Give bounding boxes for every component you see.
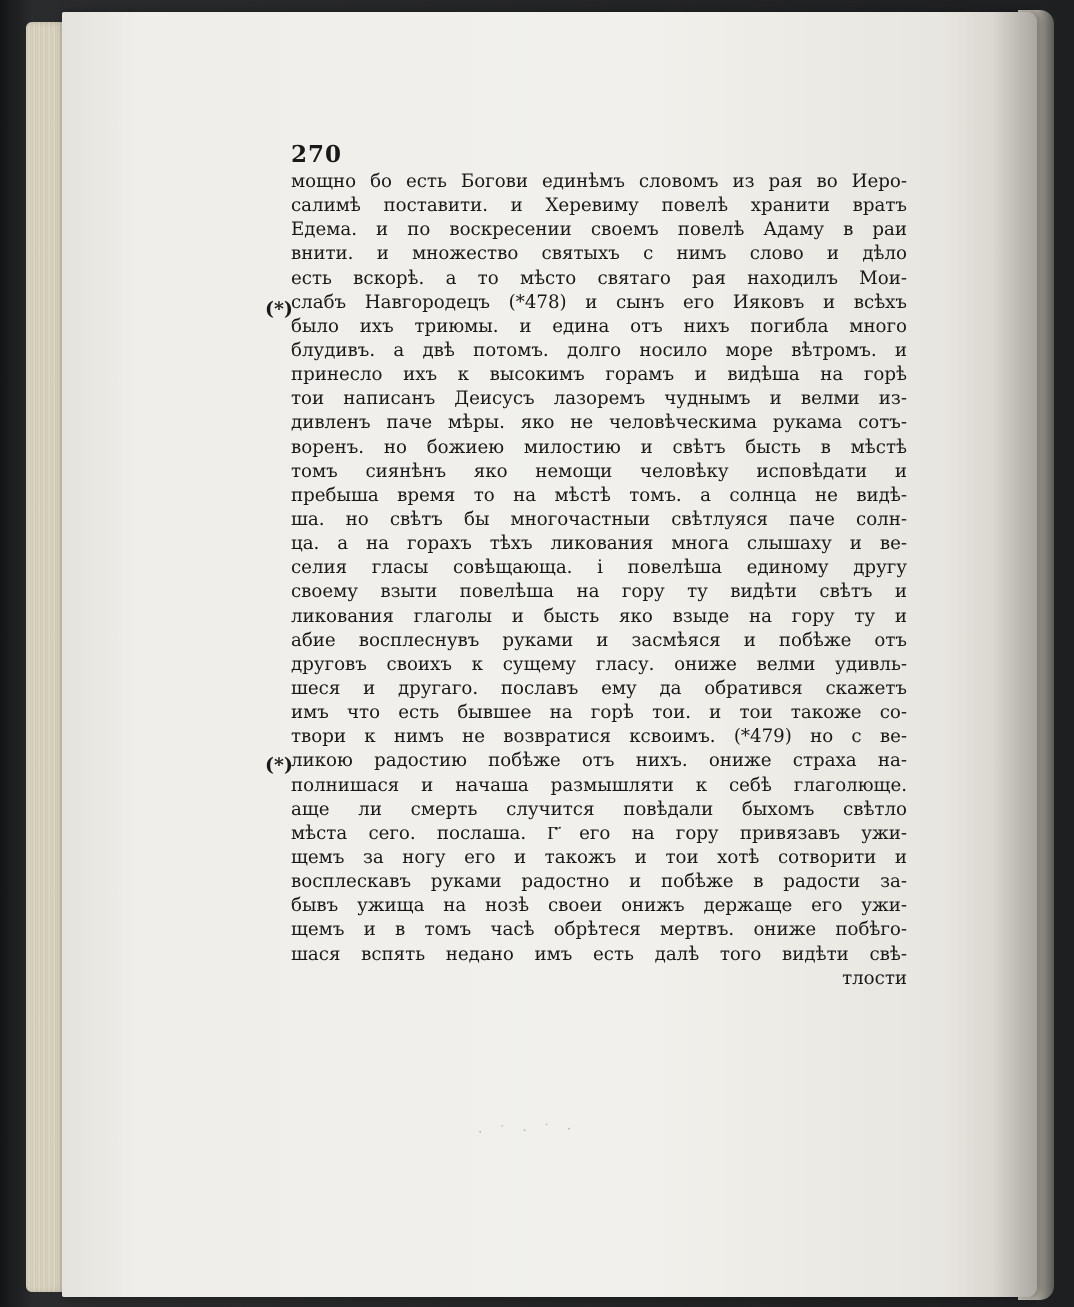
text-line: бывъ ужища на нозѣ своеи онижъ держаще его ужи-	[291, 895, 907, 917]
text-line: ца. а на горахъ тѣхъ ликования многа слышаху и ве-	[291, 533, 907, 555]
book-page-edges	[26, 22, 66, 1292]
text-line: салимѣ поставити. и Херевиму повелѣ хранити вратъ	[291, 195, 907, 217]
text-line: аще ли смерть случится повѣдали быхомъ свѣтло	[291, 798, 907, 820]
text-line: имъ что есть бывшее на горѣ тои. и тои такоже со-	[291, 702, 907, 724]
text-line: тои написанъ Деисусъ лазоремъ чуднымъ и велми из-	[291, 388, 907, 410]
text-line: мѣста сего. послаша. Г҃ его на гору привязавъ ужи-	[291, 822, 907, 844]
text-line: шеся и другаго. пославъ ему да обратився скажетъ	[291, 677, 907, 699]
text-line: селия гласы совѣщающа. і повелѣша единому другу	[291, 557, 907, 579]
text-line: внити. и множество святыхъ с нимъ слово и дѣло	[291, 243, 907, 265]
text-line: абие восплеснувъ руками и засмѣяся и побѣже отъ	[291, 629, 907, 651]
text-line: томъ сиянѣнъ яко немощи человѣку исповѣдати и	[291, 460, 907, 482]
text-line: полнишася и начаша размышляти к себѣ глаголюще.	[291, 774, 907, 796]
footnote-marker: (*)	[265, 754, 293, 776]
text-line: блудивъ. а двѣ потомъ. долго носило море вѣтромъ. и	[291, 339, 907, 361]
text-line: ликою радостию побѣже отъ нихъ. ониже страха на-	[291, 750, 907, 772]
gutter-shadow	[992, 12, 1037, 1297]
text-line: твори к нимъ не возвратися ксвоимъ. (*479) но с ве-	[291, 726, 907, 748]
catchword: тлости	[842, 967, 907, 989]
text-line: принесло ихъ к высокимъ горамъ и видѣша на горѣ	[291, 364, 907, 386]
text-line: щемъ за ногу его и такожъ и тои хотѣ сотворити и	[291, 846, 907, 868]
text-line: есть вскорѣ. а то мѣсто святаго рая находилъ Мои-	[291, 267, 907, 289]
text-line: воренъ. но божиею милостию и свѣтъ бысть в мѣстѣ	[291, 436, 907, 458]
bleed-through-marks: · ˙ · ˙ ·	[477, 1121, 578, 1141]
text-line: пребыша время то на мѣстѣ томъ. а солнца не видѣ-	[291, 484, 907, 506]
page-content	[291, 140, 907, 991]
text-line: Едема. и по воскресении своемъ повелѣ Адаму в раи	[291, 219, 907, 241]
text-line: было ихъ триюмы. и едина отъ нихъ погибла много	[291, 315, 907, 337]
text-line: шася вспять недано имъ есть далѣ того видѣти свѣ-	[291, 943, 907, 965]
text-block	[291, 170, 907, 991]
text-line: дивленъ паче мѣры. яко не человѣческима рукама сотъ-	[291, 412, 907, 434]
footnote-marker: (*)	[265, 298, 293, 320]
text-line: щемъ и в томъ часѣ обрѣтеся мертвъ. ониже побѣго-	[291, 919, 907, 941]
page-number: 270	[291, 141, 343, 168]
text-line: восплескавъ руками радостно и побѣже в радости за-	[291, 871, 907, 893]
text-line: ша. но свѣтъ бы многочастныи свѣтлуяся паче солн-	[291, 508, 907, 530]
text-line: мощно бо есть Богови единѣмъ словомъ из рая во Иеро-	[291, 171, 907, 192]
text-line: ликования глаголы и бысть яко взыде на гору ту и	[291, 605, 907, 627]
text-line: своему взыти повелѣша на гору ту видѣти свѣтъ и	[291, 581, 907, 603]
text-line: друговъ своихъ к сущему гласу. ониже велми удивль-	[291, 653, 907, 675]
text-line: слабъ Навгородецъ (*478) и сынъ его Ияковъ и всѣхъ	[291, 291, 907, 313]
